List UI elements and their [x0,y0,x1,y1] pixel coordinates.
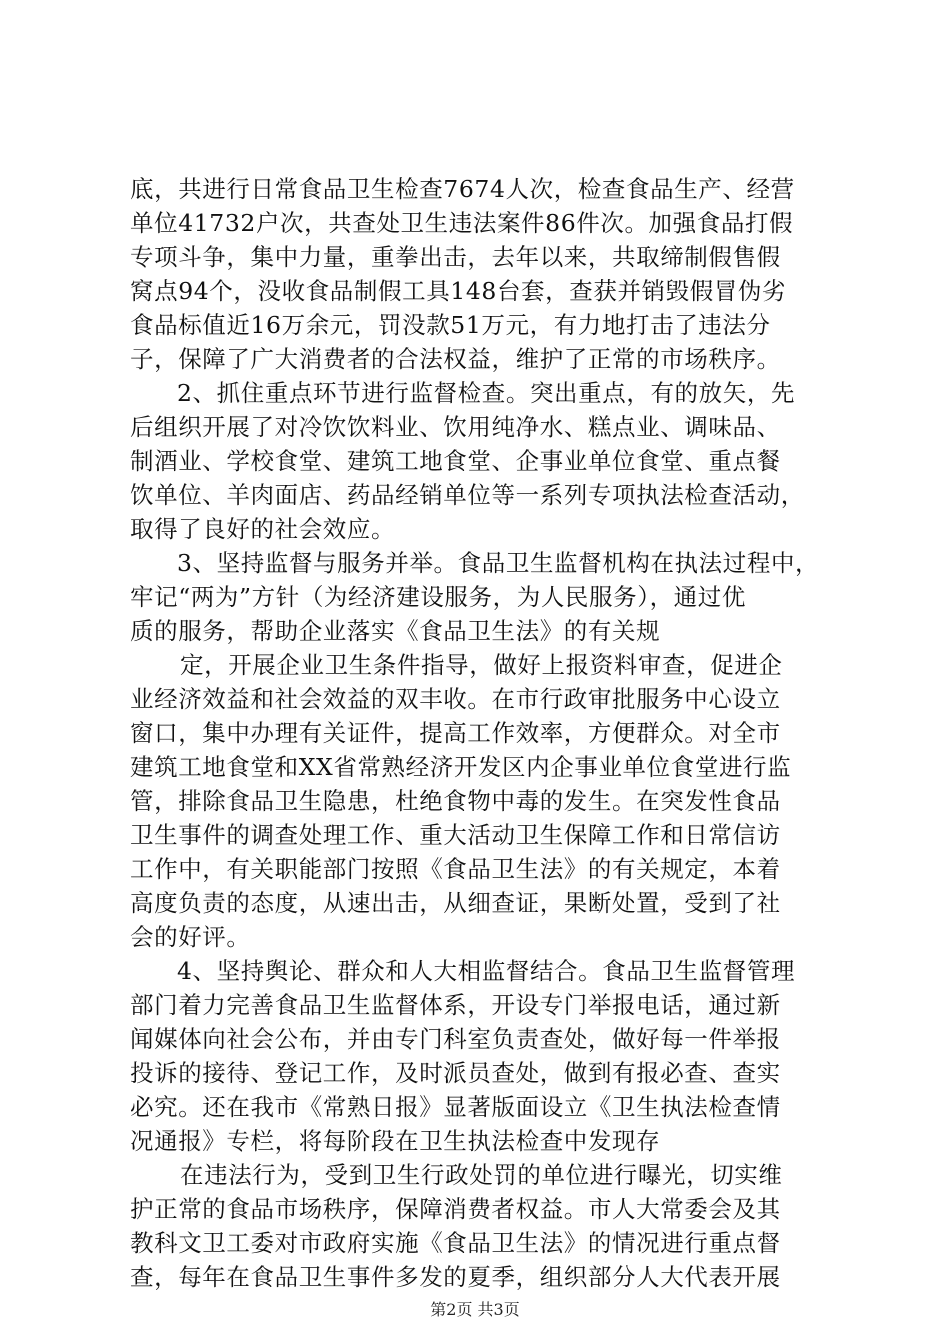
text-line: 工作中，有关职能部门按照《食品卫生法》的有关规定，本着 [130,855,781,883]
paragraph-start-line: 在违法行为，受到卫生行政处罚的单位进行曝光，切实维 [180,1161,783,1189]
text-line: 管，排除食品卫生隐患，杜绝食物中毒的发生。在突发性食品 [130,787,781,815]
text-line: 会的好评。 [130,923,251,951]
paragraph-start-line: 定，开展企业卫生条件指导，做好上报资料审查，促进企 [180,651,783,679]
page-number-footer: 第2页 共3页 [430,1300,520,1319]
text-line: 子，保障了广大消费者的合法权益，维护了正常的市场秩序。 [130,345,781,373]
text-line: 教科文卫工委对市政府实施《食品卫生法》的情况进行重点督 [130,1229,781,1257]
text-line: 专项斗争，集中力量，重拳出击，去年以来，共取缔制假售假 [130,243,781,271]
text-line: 护正常的食品市场秩序，保障消费者权益。市人大常委会及其 [130,1195,781,1223]
text-line: 查，每年在食品卫生事件多发的夏季，组织部分人大代表开展 [130,1263,781,1291]
text-line: 业经济效益和社会效益的双丰收。在市行政审批服务中心设立 [130,685,781,713]
text-line: 窗口，集中办理有关证件，提高工作效率，方便群众。对全市 [130,719,781,747]
text-line: 取得了良好的社会效应。 [130,515,396,543]
text-line: 后组织开展了对冷饮饮料业、饮用纯净水、糕点业、调味品、 [130,413,781,441]
text-line: 牢记“两为”方针（为经济建设服务，为人民服务），通过优 [130,583,746,611]
text-line: 质的服务，帮助企业落实《食品卫生法》的有关规 [130,617,661,645]
text-line: 窝点94个，没收食品制假工具148台套，查获并销毁假冒伪劣 [130,277,787,305]
paragraph-start-line: 4、坚持舆论、群众和人大相监督结合。食品卫生监督管理 [177,957,796,985]
text-line: 闻媒体向社会公布，并由专门科室负责查处，做好每一件举报 [130,1025,781,1053]
text-line: 高度负责的态度，从速出击，从细查证，果断处置，受到了社 [130,889,781,917]
text-line: 投诉的接待、登记工作，及时派员查处，做到有报必查、查实 [130,1059,781,1087]
text-line: 建筑工地食堂和XX省常熟经济开发区内企事业单位食堂进行监 [130,753,792,781]
paragraph-start-line: 3、坚持监督与服务并举。食品卫生监督机构在执法过程中， [177,549,820,577]
text-line: 卫生事件的调查处理工作、重大活动卫生保障工作和日常信访 [130,821,781,849]
paragraph-start-line: 2、抓住重点环节进行监督检查。突出重点，有的放矢，先 [177,379,796,407]
text-line: 单位41732户次，共查处卫生违法案件86件次。加强食品打假 [130,209,794,237]
text-line: 况通报》专栏，将每阶段在卫生执法检查中发现存 [130,1127,661,1155]
text-line: 底，共进行日常食品卫生检查7674人次，检查食品生产、经营 [130,175,795,203]
text-line: 必究。还在我市《常熟日报》显著版面设立《卫生执法检查情 [130,1093,781,1121]
text-line: 部门着力完善食品卫生监督体系，开设专门举报电话，通过新 [130,991,781,1019]
text-line: 食品标值近16万余元，罚没款51万元，有力地打击了违法分 [130,311,771,339]
text-line: 制酒业、学校食堂、建筑工地食堂、企事业单位食堂、重点餐 [130,447,781,475]
text-line: 饮单位、羊肉面店、药品经销单位等一系列专项执法检查活动， [130,481,805,509]
